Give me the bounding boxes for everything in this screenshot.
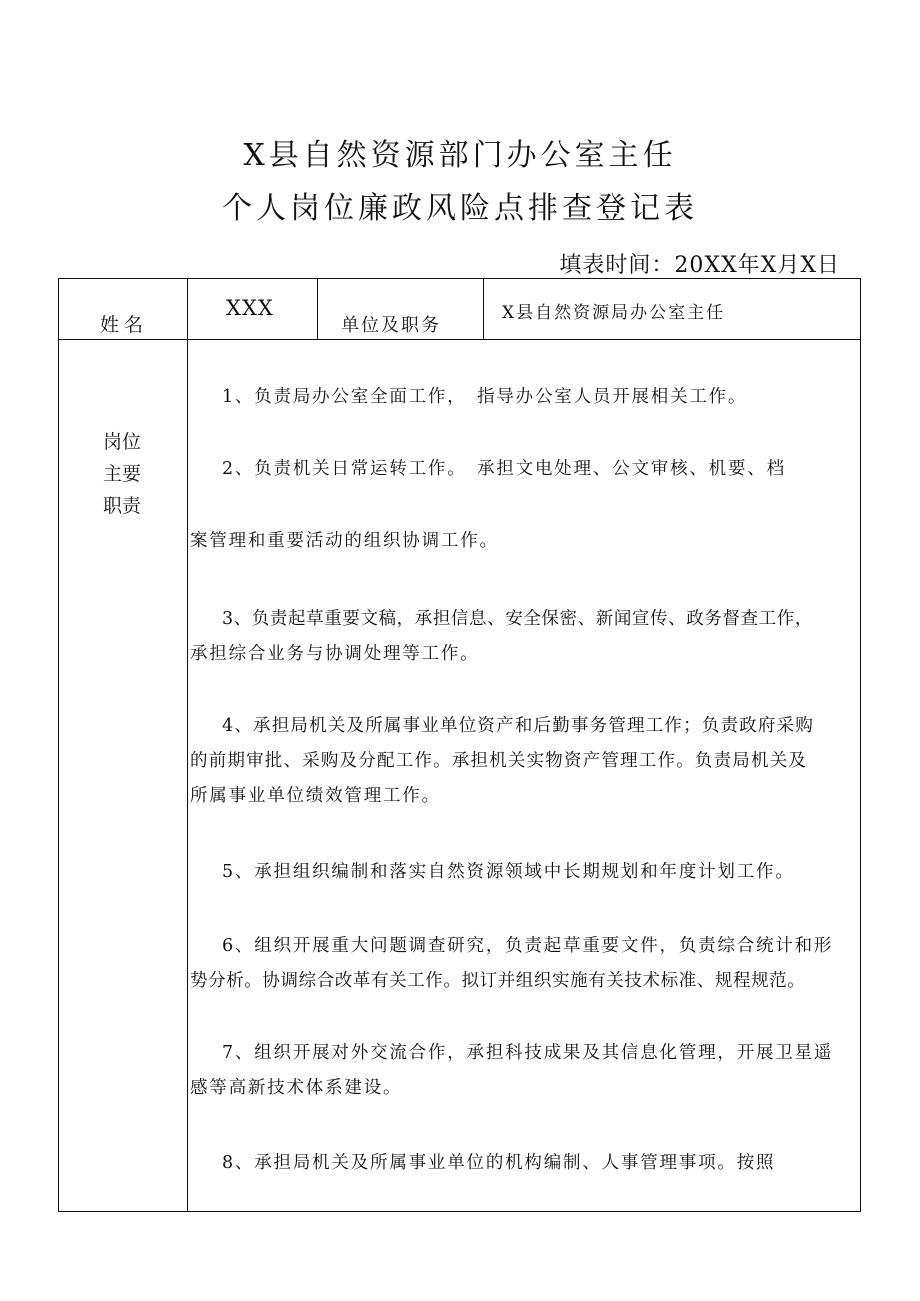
- duty-line: 感等高新技术体系建设。: [190, 1078, 403, 1098]
- duty-line: 2、负责机关日常运转工作。 承担文电处理、公文审核、机要、档: [222, 459, 786, 479]
- duty-line: 所属事业单位绩效管理工作。: [190, 786, 441, 806]
- title-line-2: 个人岗位廉政风险点排查登记表: [222, 191, 698, 226]
- duty-item-7: [190, 1036, 856, 1106]
- duty-line: 1、负责局办公室全面工作， 指导办公室人员开展相关工作。: [222, 387, 748, 407]
- table-border-bottom: [58, 1211, 861, 1212]
- table-col-divider: [483, 278, 484, 339]
- table-border-top: [58, 278, 861, 279]
- name-label: 姓名: [100, 314, 149, 336]
- duty-item-4: [190, 709, 856, 814]
- duty-item-3: [190, 602, 856, 672]
- duties-label-line: 岗位: [102, 431, 141, 453]
- duty-line: 势分析。协调综合改革有关工作。拟订并组织实施有关技术标准、规程规范。: [190, 971, 806, 991]
- duty-line: 承担综合业务与协调处理等工作。: [190, 644, 480, 664]
- duty-item-5: [190, 855, 856, 890]
- unit-value: X县自然资源局办公室主任: [502, 303, 726, 323]
- table-border-left: [58, 278, 59, 1212]
- duty-line: 5、承担组织编制和落实自然资源领域中长期规划和年度计划工作。: [222, 862, 795, 882]
- duties-label-line: 主要: [102, 463, 141, 485]
- duty-line: 8、承担局机关及所属事业单位的机构编制、人事管理事项。按照: [222, 1153, 776, 1173]
- title-line-1: X县自然资源部门办公室主任: [243, 138, 677, 173]
- duty-item-2: [190, 452, 856, 559]
- duty-item-6: [190, 929, 856, 999]
- duty-item-8: [190, 1146, 856, 1181]
- duty-line: 7、组织开展对外交流合作，承担科技成果及其信息化管理，开展卫星遥: [222, 1043, 834, 1063]
- duty-line: 的前期审批、采购及分配工作。承担机关实物资产管理工作。负责局机关及: [190, 751, 808, 771]
- duty-line: 3、负责起草重要文稿，承担信息、安全保密、新闻宣传、政务督查工作，: [222, 609, 813, 629]
- duties-label: [98, 426, 146, 522]
- duty-item-1: [190, 380, 856, 415]
- fill-date: 填表时间：20XX年X月X日: [559, 253, 840, 278]
- duty-line: 案管理和重要活动的组织协调工作。: [190, 531, 499, 551]
- table-border-right: [860, 278, 861, 1212]
- duties-label-line: 职责: [102, 495, 141, 517]
- unit-label: 单位及职务: [341, 315, 441, 336]
- duty-line: 6、组织开展重大问题调查研究，负责起草重要文件，负责综合统计和形: [222, 936, 834, 956]
- table-row-divider: [58, 339, 861, 340]
- table-col-divider: [317, 278, 318, 339]
- table-col-divider: [187, 278, 188, 1212]
- name-value: XXX: [226, 296, 274, 320]
- duty-line: 4、承担局机关及所属事业单位资产和后勤事务管理工作；负责政府采购: [222, 716, 815, 736]
